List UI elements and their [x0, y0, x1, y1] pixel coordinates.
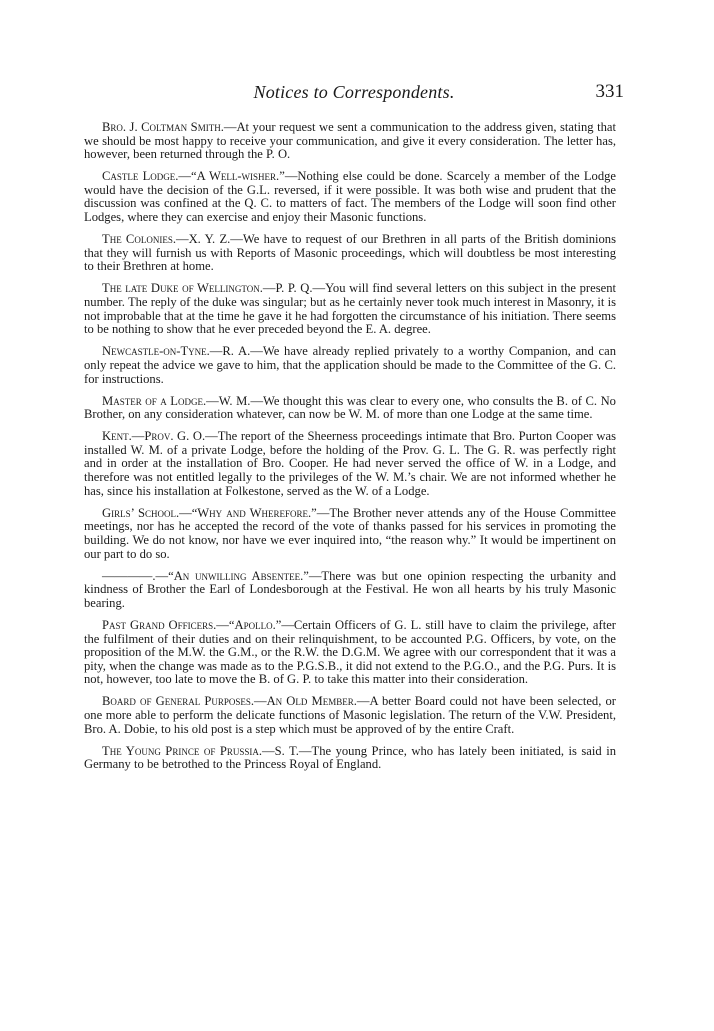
notice-paragraph	[84, 233, 616, 274]
notice-heading: ————.—“An unwilling Absentee.”	[102, 568, 309, 583]
notice-paragraph	[84, 430, 616, 498]
notice-text: —A better Board could not have been selected, or one more able to perform the delicate functions of Masonic legislation. The return of the V.W. President, Bro. A. Dobie, to his old post is a step which must be approved of by the entire Craft.	[84, 694, 616, 736]
notice-text: —We thought this was clear to every one, who consults the B. of C. No Brother, on any consideration whatever, can now be W. M. of more than one Lodge at the same time.	[84, 393, 616, 422]
notice-heading: Past Grand Officers.—“Apollo.”	[102, 617, 282, 632]
notice-text: —There was but one opinion respecting the urbanity and kindness of Brother the Earl of Londesborough at the Festival. He won all hearts by his truly Masonic bearing.	[84, 568, 617, 610]
page-number: 331	[595, 81, 624, 102]
notice-heading: Castle Lodge.—“A Well-wisher.”	[102, 169, 285, 184]
notice-text: —We have to request of our Brethren in all parts of the British dominions that they will furnish us with Reports of Masonic proceedings, which will doubtless be most interesting to their Brethren at home.	[84, 232, 616, 274]
notice-heading: Newcastle-on-Tyne.—R. A.	[102, 344, 251, 359]
notice-text: —At your request we sent a communication to the address given, stating that we should be most happy to receive your communication, and give it every consideration. The letter has, however, been returned through the P. O.	[84, 120, 616, 162]
notice-heading: Master of a Lodge.—W. M.	[102, 393, 251, 408]
notice-paragraph	[84, 507, 616, 561]
notices-column	[84, 121, 616, 780]
notice-text: —We have already replied privately to a worthy Companion, and can only repeat the advice we gave to him, that the application should be made to the Committee of the G. C. for instructions.	[84, 344, 616, 386]
notice-paragraph	[84, 619, 616, 687]
notice-text: —Certain Officers of G. L. still have to claim the privilege, after the fulfilment of their duties and on their relinquishment, to be accounted P.G. Officers, by vote, on the proposition of the M.W. the G.M., or the R.W. the D.G.M. We agree with our correspondent that it was a pity, when the change was made as to the P.G.S.B., it did not extend to the P.G.O., and the P.G. Purs. It is not, however, too late to move the B. of G. P. to take this matter into their consideration.	[84, 617, 616, 687]
notice-paragraph	[84, 121, 616, 162]
notice-paragraph	[84, 395, 616, 422]
notice-heading: Board of General Purposes.—An Old Member.	[102, 694, 357, 709]
notice-paragraph	[84, 570, 616, 611]
notice-heading: The late Duke of Wellington.—P. P. Q.	[102, 281, 313, 296]
notice-text: —The Brother never attends any of the House Committee meetings, nor has he accepted the record of the vote of thanks passed for his services in promoting the building. We do not know, nor have we ever inquired into, “the reason why.” It would be impertinent on our part to do so.	[84, 505, 616, 561]
notice-heading: The Colonies.—X. Y. Z.	[102, 232, 231, 247]
notice-paragraph	[84, 282, 616, 336]
notice-heading: The Young Prince of Prussia.—S. T.	[102, 743, 299, 758]
running-header	[84, 82, 624, 108]
notice-text: —You will find several letters on this subject in the present number. The reply of the duke was singular; but as he certainly never took much interest in Masonry, it is not improbable that at the time he gave it he had forgotten the circumstance of his initiation. There seems to be nothing to show that he ever preceded beyond the E. A. degree.	[84, 281, 616, 337]
notice-paragraph	[84, 345, 616, 386]
notice-heading: Girls’ School.—“Why and Wherefore.”	[102, 505, 317, 520]
notice-text: —Nothing else could be done. Scarcely a member of the Lodge would have the decision of the G.L. reversed, if it were possible. It was both wise and prudent that the discussion was confined at the Q. C. to matters of fact. The members of the Lodge will soon find other Lodges, where they can exercise and enjoy their Masonic functions.	[84, 169, 617, 225]
notice-paragraph	[84, 170, 616, 224]
notice-heading: Bro. J. Coltman Smith.	[102, 120, 224, 134]
page-title: Notices to Correspondents.	[253, 82, 455, 102]
notice-paragraph	[84, 745, 616, 772]
notice-heading: Kent.—Prov. G. O.	[102, 429, 206, 444]
notice-paragraph	[84, 695, 616, 736]
notice-text: —The young Prince, who has lately been initiated, is said in Germany to be betrothed to the Princess Royal of England.	[84, 743, 616, 772]
notice-text: —The report of the Sheerness proceedings intimate that Bro. Purton Cooper was installed W. M. of a private Lodge, before the holding of the Prov. G. L. The G. R. was perfectly right and in order at the installation of Bro. Cooper. He had never served the office of W. in a Lodge, and therefore was not entitled legally to the privileges of the W. M.’s chair. We are not informed whether he has, since his installation at Folkestone, served as the W. of a Lodge.	[84, 429, 616, 498]
